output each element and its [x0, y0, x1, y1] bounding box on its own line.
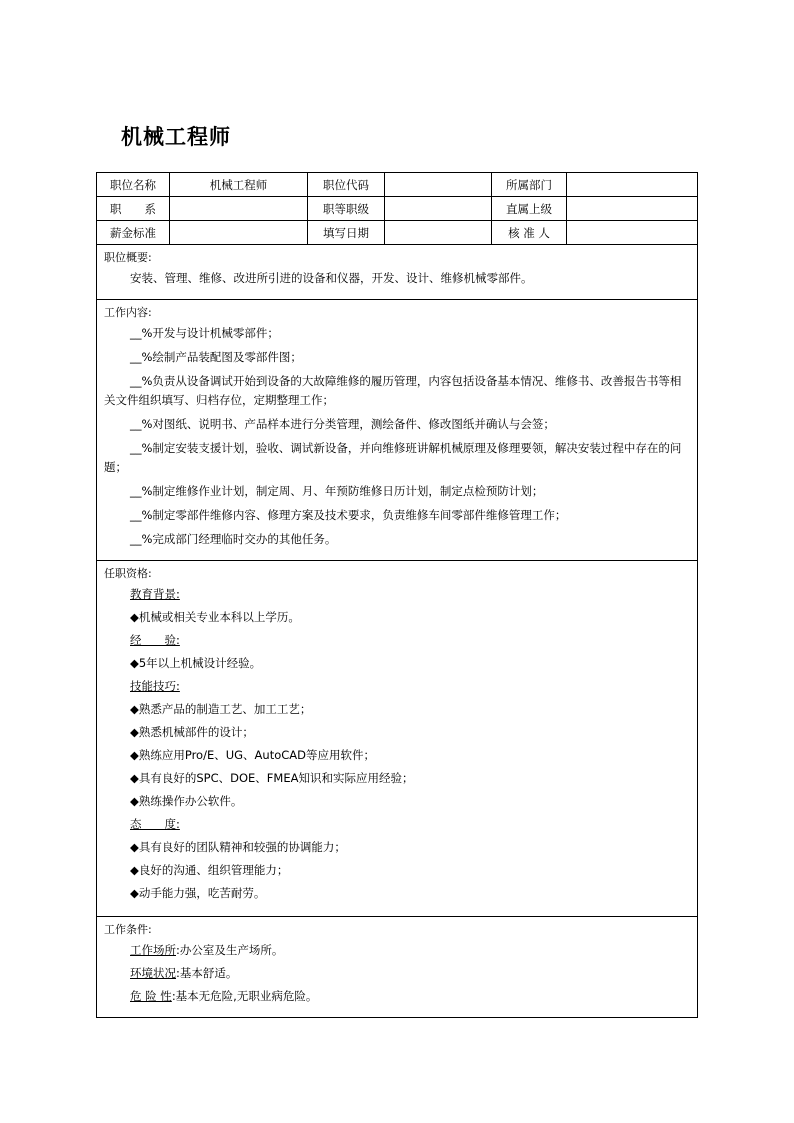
value-department [567, 173, 698, 197]
work-item: __%绘制产品装配图及零部件图； [130, 350, 302, 364]
summary-row [97, 245, 698, 300]
value-position-code [385, 173, 492, 197]
value-approver [567, 221, 698, 245]
work-conditions-label: 工作条件: [104, 923, 152, 936]
label-approver: 核 准 人 [492, 221, 567, 245]
work-item: __%完成部门经理临时交办的其他任务。 [130, 532, 337, 546]
attitude-item: ◆动手能力强，吃苦耐劳。 [130, 886, 266, 900]
value-job-family [170, 197, 308, 221]
summary-label: 职位概要: [104, 251, 152, 264]
skill-item: ◆熟练应用Pro/E、UG、AutoCAD等应用软件； [130, 748, 376, 762]
summary-text: 安装、管理、维修、改进所引进的设备和仪器，开发、设计、维修机械零部件。 [130, 271, 533, 285]
workplace-line [104, 941, 690, 960]
label-job-family: 职 系 [97, 197, 170, 221]
label-direct-supervisor: 直属上级 [492, 197, 567, 221]
work-item: __%制定零部件维修内容、修理方案及技术要求，负责维修车间零部件维修管理工作； [130, 508, 567, 522]
skills-label: 技能技巧: [130, 679, 180, 693]
header-row-1 [97, 173, 698, 197]
value-salary-standard [170, 221, 308, 245]
skill-item: ◆熟练操作办公软件。 [130, 794, 243, 808]
qualifications-label: 任职资格: [104, 567, 152, 580]
label-fill-date: 填写日期 [308, 221, 385, 245]
work-item: __%制定安装支援计划，验收、调试新设备，并向维修班讲解机械原理及修理要领，解决安装过程中存在的问题； [104, 441, 682, 474]
value-direct-supervisor [567, 197, 698, 221]
label-position-code: 职位代码 [308, 173, 385, 197]
risk-label: 危 险 性 [130, 989, 172, 1003]
work-item: __%开发与设计机械零部件； [130, 326, 279, 340]
work-item: __%制定维修作业计划，制定周、月、年预防维修日历计划，制定点检预防计划； [130, 484, 544, 498]
work-content-row [97, 300, 698, 561]
attitude-item: ◆良好的沟通、组织管理能力； [130, 863, 289, 877]
work-item: __%负责从设备调试开始到设备的大故障维修的履历管理，内容包括设备基本情况、维修书、改善报告书等相关文件组织填写、归档存位，定期整理工作； [104, 374, 682, 407]
workplace-label: 工作场所 [130, 943, 176, 957]
experience-label: 经 验: [130, 633, 180, 647]
risk-value: :基本无危险,无职业病危险。 [171, 989, 318, 1003]
qualifications-row [97, 561, 698, 917]
attitude-item: ◆具有良好的团队精神和较强的协调能力； [130, 840, 346, 854]
workplace-value: :办公室及生产场所。 [176, 943, 284, 957]
value-fill-date [385, 221, 492, 245]
environment-line [104, 964, 690, 983]
label-salary-standard: 薪金标准 [97, 221, 170, 245]
education-item: ◆机械或相关专业本科以上学历。 [130, 610, 300, 624]
label-grade-level: 职等职级 [308, 197, 385, 221]
environment-label: 环境状况 [130, 966, 176, 980]
label-department: 所属部门 [492, 173, 567, 197]
attitude-label: 态 度: [130, 817, 180, 831]
skill-item: ◆熟悉产品的制造工艺、加工工艺； [130, 702, 312, 716]
value-position-name: 机械工程师 [170, 173, 308, 197]
work-conditions-row [97, 917, 698, 1018]
skill-item: ◆具有良好的SPC、DOE、FMEA知识和实际应用经验； [130, 771, 414, 785]
job-description-table [96, 172, 698, 1018]
risk-line [104, 987, 690, 1006]
work-item: __%对图纸、说明书、产品样本进行分类管理，测绘备件、修改图纸并确认与会签； [130, 417, 555, 431]
value-grade-level [385, 197, 492, 221]
document-title: 机械工程师 [121, 124, 231, 149]
work-content-label: 工作内容: [104, 306, 152, 319]
education-label: 教育背景: [130, 587, 180, 601]
header-row-2 [97, 197, 698, 221]
skill-item: ◆熟悉机械部件的设计； [130, 725, 254, 739]
label-position-name: 职位名称 [97, 173, 170, 197]
environment-value: :基本舒适。 [176, 966, 238, 980]
experience-item: ◆5年以上机械设计经验。 [130, 656, 262, 670]
header-row-3 [97, 221, 698, 245]
